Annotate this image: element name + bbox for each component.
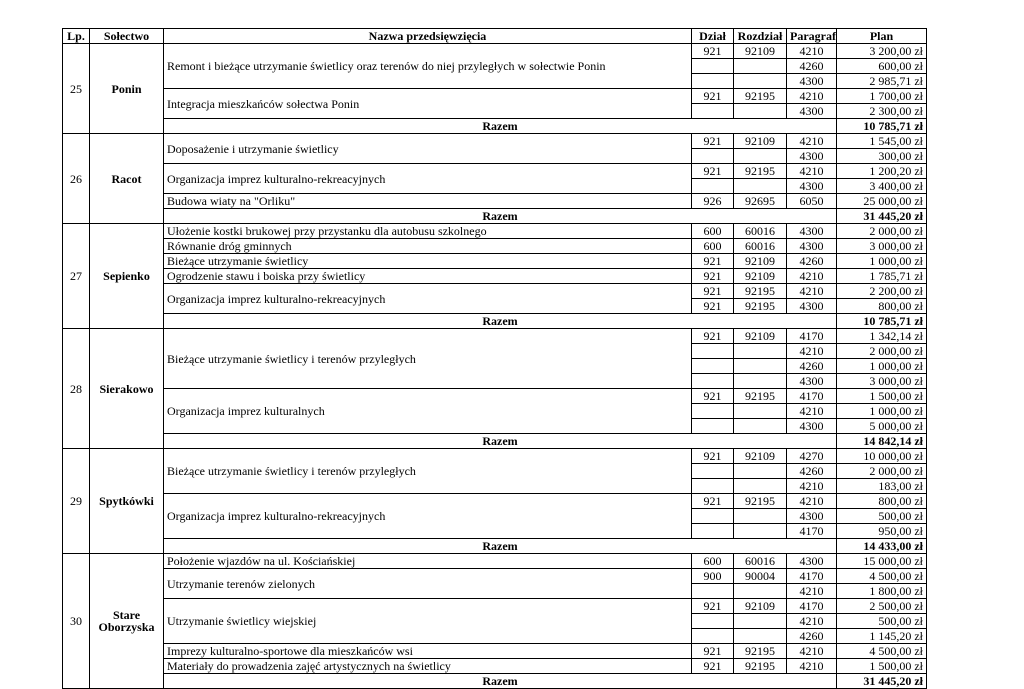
paragraf-cell: 6050 xyxy=(787,194,837,209)
dzial-cell xyxy=(692,179,734,194)
plan-cell: 500,00 zł xyxy=(837,614,927,629)
plan-cell: 2 200,00 zł xyxy=(837,284,927,299)
rozdzial-cell xyxy=(734,74,787,89)
header-solectwo: Sołectwo xyxy=(90,29,164,44)
task-name-cell: Organizacja imprez kulturalno-rekreacyjnych xyxy=(164,164,692,194)
paragraf-cell: 4170 xyxy=(787,389,837,404)
plan-cell: 3 000,00 zł xyxy=(837,239,927,254)
paragraf-cell: 4300 xyxy=(787,509,837,524)
paragraf-cell: 4300 xyxy=(787,374,837,389)
paragraf-cell: 4260 xyxy=(787,464,837,479)
plan-cell: 1 000,00 zł xyxy=(837,404,927,419)
razem-row xyxy=(63,119,927,134)
dzial-cell xyxy=(692,509,734,524)
header-rozdzial: Rozdział xyxy=(734,29,787,44)
razem-total: 31 445,20 zł xyxy=(837,674,927,689)
dzial-cell: 921 xyxy=(692,449,734,464)
razem-label: Razem xyxy=(164,119,837,134)
razem-row xyxy=(63,209,927,224)
rozdzial-cell xyxy=(734,104,787,119)
plan-cell: 4 500,00 zł xyxy=(837,569,927,584)
task-name-cell: Utrzymanie świetlicy wiejskiej xyxy=(164,599,692,644)
task-name-cell: Budowa wiaty na "Orliku" xyxy=(164,194,692,209)
table-body xyxy=(63,44,927,689)
razem-total: 10 785,71 zł xyxy=(837,119,927,134)
razem-row xyxy=(63,674,927,689)
plan-cell: 1 800,00 zł xyxy=(837,584,927,599)
rozdzial-cell: 92195 xyxy=(734,164,787,179)
table-row xyxy=(63,284,927,299)
plan-cell: 183,00 zł xyxy=(837,479,927,494)
dzial-cell: 921 xyxy=(692,89,734,104)
rozdzial-cell xyxy=(734,464,787,479)
header-nazwa: Nazwa przedsięwzięcia xyxy=(164,29,692,44)
dzial-cell: 600 xyxy=(692,239,734,254)
paragraf-cell: 4300 xyxy=(787,104,837,119)
rozdzial-cell xyxy=(734,524,787,539)
paragraf-cell: 4260 xyxy=(787,59,837,74)
razem-row xyxy=(63,314,927,329)
dzial-cell xyxy=(692,404,734,419)
plan-cell: 2 985,71 zł xyxy=(837,74,927,89)
dzial-cell xyxy=(692,374,734,389)
paragraf-cell: 4260 xyxy=(787,359,837,374)
lp-cell: 27 xyxy=(63,224,90,329)
dzial-cell: 600 xyxy=(692,554,734,569)
header-dzial: Dział xyxy=(692,29,734,44)
plan-cell: 1 000,00 zł xyxy=(837,359,927,374)
lp-cell: 30 xyxy=(63,554,90,689)
razem-row xyxy=(63,539,927,554)
dzial-cell xyxy=(692,104,734,119)
dzial-cell xyxy=(692,479,734,494)
paragraf-cell: 4210 xyxy=(787,479,837,494)
rozdzial-cell xyxy=(734,374,787,389)
table-row xyxy=(63,329,927,344)
header-plan: Plan xyxy=(837,29,927,44)
task-name-cell: Doposażenie i utrzymanie świetlicy xyxy=(164,134,692,164)
paragraf-cell: 4210 xyxy=(787,164,837,179)
paragraf-cell: 4210 xyxy=(787,644,837,659)
task-name-cell: Ogrodzenie stawu i boiska przy świetlicy xyxy=(164,269,692,284)
dzial-cell: 921 xyxy=(692,659,734,674)
task-name-cell: Imprezy kulturalno-sportowe dla mieszkańców wsi xyxy=(164,644,692,659)
paragraf-cell: 4210 xyxy=(787,89,837,104)
rozdzial-cell xyxy=(734,584,787,599)
razem-total: 10 785,71 zł xyxy=(837,314,927,329)
dzial-cell: 921 xyxy=(692,269,734,284)
plan-cell: 4 500,00 zł xyxy=(837,644,927,659)
solectwo-cell: Ponin xyxy=(90,44,164,134)
paragraf-cell: 4300 xyxy=(787,554,837,569)
razem-label: Razem xyxy=(164,539,837,554)
paragraf-cell: 4260 xyxy=(787,629,837,644)
paragraf-cell: 4170 xyxy=(787,569,837,584)
lp-cell: 26 xyxy=(63,134,90,224)
table-row xyxy=(63,449,927,464)
task-name-cell: Utrzymanie terenów zielonych xyxy=(164,569,692,599)
budget-table xyxy=(62,28,927,689)
dzial-cell xyxy=(692,59,734,74)
dzial-cell xyxy=(692,359,734,374)
dzial-cell xyxy=(692,584,734,599)
plan-cell: 1 000,00 zł xyxy=(837,254,927,269)
rozdzial-cell: 92695 xyxy=(734,194,787,209)
rozdzial-cell: 92195 xyxy=(734,389,787,404)
razem-label: Razem xyxy=(164,674,837,689)
plan-cell: 2 000,00 zł xyxy=(837,344,927,359)
rozdzial-cell xyxy=(734,179,787,194)
paragraf-cell: 4210 xyxy=(787,584,837,599)
dzial-cell xyxy=(692,629,734,644)
dzial-cell: 921 xyxy=(692,494,734,509)
paragraf-cell: 4300 xyxy=(787,74,837,89)
table-row xyxy=(63,239,927,254)
plan-cell: 2 500,00 zł xyxy=(837,599,927,614)
rozdzial-cell: 92195 xyxy=(734,659,787,674)
plan-cell: 1 200,20 zł xyxy=(837,164,927,179)
plan-cell: 3 200,00 zł xyxy=(837,44,927,59)
dzial-cell: 921 xyxy=(692,644,734,659)
dzial-cell: 926 xyxy=(692,194,734,209)
table-row xyxy=(63,389,927,404)
paragraf-cell: 4300 xyxy=(787,419,837,434)
dzial-cell xyxy=(692,149,734,164)
paragraf-cell: 4210 xyxy=(787,134,837,149)
rozdzial-cell: 92195 xyxy=(734,284,787,299)
paragraf-cell: 4210 xyxy=(787,284,837,299)
paragraf-cell: 4300 xyxy=(787,179,837,194)
razem-label: Razem xyxy=(164,314,837,329)
plan-cell: 800,00 zł xyxy=(837,494,927,509)
paragraf-cell: 4170 xyxy=(787,524,837,539)
lp-cell: 25 xyxy=(63,44,90,134)
table-row xyxy=(63,254,927,269)
table-row xyxy=(63,599,927,614)
dzial-cell xyxy=(692,344,734,359)
table-row xyxy=(63,494,927,509)
rozdzial-cell: 92109 xyxy=(734,599,787,614)
dzial-cell xyxy=(692,419,734,434)
plan-cell: 1 700,00 zł xyxy=(837,89,927,104)
paragraf-cell: 4170 xyxy=(787,329,837,344)
table-row xyxy=(63,134,927,149)
dzial-cell xyxy=(692,74,734,89)
rozdzial-cell: 92109 xyxy=(734,254,787,269)
plan-cell: 1 342,14 zł xyxy=(837,329,927,344)
paragraf-cell: 4210 xyxy=(787,269,837,284)
razem-total: 14 433,00 zł xyxy=(837,539,927,554)
task-name-cell: Materiały do prowadzenia zajęć artystycznych na świetlicy xyxy=(164,659,692,674)
plan-cell: 800,00 zł xyxy=(837,299,927,314)
table-row xyxy=(63,569,927,584)
lp-cell: 28 xyxy=(63,329,90,449)
plan-cell: 3 000,00 zł xyxy=(837,374,927,389)
plan-cell: 1 145,20 zł xyxy=(837,629,927,644)
lp-cell: 29 xyxy=(63,449,90,554)
paragraf-cell: 4170 xyxy=(787,599,837,614)
plan-cell: 1 545,00 zł xyxy=(837,134,927,149)
razem-total: 31 445,20 zł xyxy=(837,209,927,224)
dzial-cell: 921 xyxy=(692,329,734,344)
table-row xyxy=(63,164,927,179)
table-row xyxy=(63,44,927,59)
rozdzial-cell: 60016 xyxy=(734,554,787,569)
dzial-cell xyxy=(692,614,734,629)
rozdzial-cell xyxy=(734,404,787,419)
rozdzial-cell xyxy=(734,509,787,524)
razem-total: 14 842,14 zł xyxy=(837,434,927,449)
table-row xyxy=(63,89,927,104)
rozdzial-cell: 92109 xyxy=(734,269,787,284)
paragraf-cell: 4210 xyxy=(787,44,837,59)
task-name-cell: Równanie dróg gminnych xyxy=(164,239,692,254)
rozdzial-cell: 92109 xyxy=(734,449,787,464)
task-name-cell: Bieżące utrzymanie świetlicy i terenów przyległych xyxy=(164,449,692,494)
plan-cell: 1 785,71 zł xyxy=(837,269,927,284)
paragraf-cell: 4260 xyxy=(787,254,837,269)
rozdzial-cell: 60016 xyxy=(734,239,787,254)
razem-row xyxy=(63,434,927,449)
paragraf-cell: 4300 xyxy=(787,299,837,314)
rozdzial-cell xyxy=(734,419,787,434)
rozdzial-cell: 92109 xyxy=(734,44,787,59)
task-name-cell: Remont i bieżące utrzymanie świetlicy oraz terenów do niej przyległych w sołectwie Ponin xyxy=(164,44,692,89)
dzial-cell xyxy=(692,464,734,479)
table-row xyxy=(63,644,927,659)
table-row xyxy=(63,554,927,569)
rozdzial-cell: 92109 xyxy=(734,134,787,149)
plan-cell: 600,00 zł xyxy=(837,59,927,74)
paragraf-cell: 4300 xyxy=(787,149,837,164)
plan-cell: 10 000,00 zł xyxy=(837,449,927,464)
plan-cell: 15 000,00 zł xyxy=(837,554,927,569)
rozdzial-cell xyxy=(734,479,787,494)
task-name-cell: Organizacja imprez kulturalno-rekreacyjnych xyxy=(164,284,692,314)
paragraf-cell: 4300 xyxy=(787,239,837,254)
rozdzial-cell: 92195 xyxy=(734,89,787,104)
dzial-cell: 921 xyxy=(692,389,734,404)
plan-cell: 3 400,00 zł xyxy=(837,179,927,194)
task-name-cell: Ułożenie kostki brukowej przy przystanku dla autobusu szkolnego xyxy=(164,224,692,239)
plan-cell: 500,00 zł xyxy=(837,509,927,524)
header-paragraf: Paragraf xyxy=(787,29,837,44)
dzial-cell xyxy=(692,524,734,539)
rozdzial-cell xyxy=(734,344,787,359)
dzial-cell: 921 xyxy=(692,299,734,314)
task-name-cell: Organizacja imprez kulturalnych xyxy=(164,389,692,434)
dzial-cell: 900 xyxy=(692,569,734,584)
plan-cell: 25 000,00 zł xyxy=(837,194,927,209)
plan-cell: 2 300,00 zł xyxy=(837,104,927,119)
plan-cell: 950,00 zł xyxy=(837,524,927,539)
rozdzial-cell xyxy=(734,59,787,74)
rozdzial-cell xyxy=(734,359,787,374)
paragraf-cell: 4210 xyxy=(787,659,837,674)
header-lp: Lp. xyxy=(63,29,90,44)
plan-cell: 2 000,00 zł xyxy=(837,224,927,239)
solectwo-cell: Sepienko xyxy=(90,224,164,329)
task-name-cell: Położenie wjazdów na ul. Kościańskiej xyxy=(164,554,692,569)
rozdzial-cell xyxy=(734,149,787,164)
solectwo-cell: Racot xyxy=(90,134,164,224)
plan-cell: 2 000,00 zł xyxy=(837,464,927,479)
plan-cell: 300,00 zł xyxy=(837,149,927,164)
table-row xyxy=(63,224,927,239)
dzial-cell: 921 xyxy=(692,254,734,269)
task-name-cell: Bieżące utrzymanie świetlicy i terenów przyległych xyxy=(164,329,692,389)
dzial-cell: 921 xyxy=(692,134,734,149)
paragraf-cell: 4210 xyxy=(787,614,837,629)
table-row xyxy=(63,659,927,674)
rozdzial-cell xyxy=(734,629,787,644)
razem-label: Razem xyxy=(164,434,837,449)
paragraf-cell: 4270 xyxy=(787,449,837,464)
dzial-cell: 921 xyxy=(692,284,734,299)
razem-label: Razem xyxy=(164,209,837,224)
task-name-cell: Integracja mieszkańców sołectwa Ponin xyxy=(164,89,692,119)
dzial-cell: 921 xyxy=(692,44,734,59)
plan-cell: 5 000,00 zł xyxy=(837,419,927,434)
paragraf-cell: 4210 xyxy=(787,494,837,509)
rozdzial-cell xyxy=(734,614,787,629)
rozdzial-cell: 92195 xyxy=(734,644,787,659)
rozdzial-cell: 60016 xyxy=(734,224,787,239)
task-name-cell: Bieżące utrzymanie świetlicy xyxy=(164,254,692,269)
paragraf-cell: 4210 xyxy=(787,344,837,359)
paragraf-cell: 4300 xyxy=(787,224,837,239)
dzial-cell: 921 xyxy=(692,164,734,179)
table-row xyxy=(63,194,927,209)
rozdzial-cell: 92109 xyxy=(734,329,787,344)
dzial-cell: 921 xyxy=(692,599,734,614)
rozdzial-cell: 90004 xyxy=(734,569,787,584)
solectwo-cell: Sierakowo xyxy=(90,329,164,449)
table-row xyxy=(63,269,927,284)
rozdzial-cell: 92195 xyxy=(734,299,787,314)
paragraf-cell: 4210 xyxy=(787,404,837,419)
plan-cell: 1 500,00 zł xyxy=(837,659,927,674)
solectwo-cell: Stare Oborzyska xyxy=(90,554,164,689)
dzial-cell: 600 xyxy=(692,224,734,239)
header-row xyxy=(63,29,927,44)
rozdzial-cell: 92195 xyxy=(734,494,787,509)
plan-cell: 1 500,00 zł xyxy=(837,389,927,404)
solectwo-cell: Spytkówki xyxy=(90,449,164,554)
task-name-cell: Organizacja imprez kulturalno-rekreacyjnych xyxy=(164,494,692,539)
